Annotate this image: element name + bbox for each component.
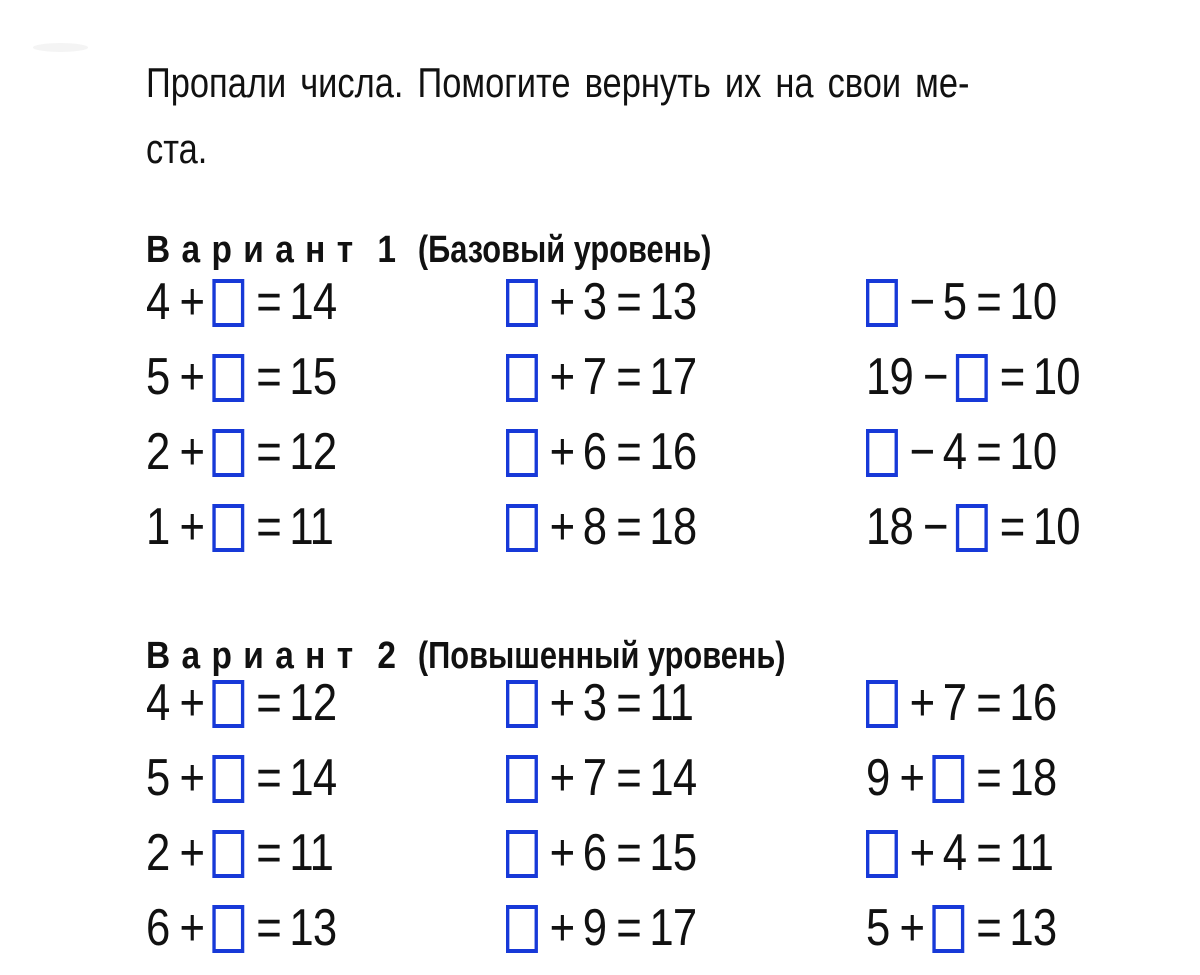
equals-sign: = [616,899,641,957]
minus-sign: − [909,273,935,331]
equals-sign: = [256,749,281,807]
plus-sign: + [179,273,205,331]
variant-1-row-2 [146,344,1176,419]
equation-first-number: 4 [146,674,170,732]
equation-result: 11 [1009,824,1054,882]
answer-box[interactable] [213,755,245,803]
equals-sign: = [616,423,641,481]
answer-box[interactable] [866,429,898,477]
variant-2-row-4 [146,895,1176,970]
variant-2-number: 2 [377,634,396,677]
equation-result: 15 [649,824,697,882]
equation-second-number: 3 [582,273,607,331]
plus-sign: + [899,899,925,957]
answer-box[interactable] [213,680,245,728]
scan-mark [33,43,88,52]
equals-sign: = [256,824,281,882]
equation-second-number: 5 [942,273,967,331]
equation [506,745,703,811]
variant-2-row-2 [146,745,1176,820]
equals-sign: = [976,674,1001,732]
minus-sign: − [922,498,948,556]
equation [506,344,703,410]
equation-first-number: 5 [866,899,890,957]
equation [146,419,343,485]
answer-box[interactable] [506,504,538,552]
plus-sign: + [549,899,575,957]
answer-box[interactable] [956,354,988,402]
variant-2-exercise-grid [146,670,1176,970]
variant-1-label: Вариант [146,228,365,271]
equation-first-number: 9 [866,749,890,807]
answer-box[interactable] [213,905,245,953]
equation [146,820,340,886]
plus-sign: + [179,899,205,957]
plus-sign: + [179,348,205,406]
equation-result: 13 [1009,899,1057,957]
equation-second-number: 6 [582,824,607,882]
equals-sign: = [256,423,281,481]
equals-sign: = [999,348,1025,406]
answer-box[interactable] [933,755,965,803]
equals-sign: = [616,273,641,331]
variant-2-row-3 [146,820,1176,895]
equals-sign: = [616,674,641,732]
variant-1-row-1 [146,269,1176,344]
answer-box[interactable] [506,905,538,953]
equation-first-number: 2 [146,423,170,481]
variant-1-row-4 [146,494,1176,569]
equation [506,820,703,886]
equation-second-number: 8 [582,498,607,556]
equation [146,895,343,961]
equation [866,494,1086,560]
plus-sign: + [899,749,925,807]
equation-result: 12 [289,674,337,732]
plus-sign: + [549,498,575,556]
equals-sign: = [256,674,281,732]
equation-result: 13 [289,899,337,957]
plus-sign: + [179,674,205,732]
equals-sign: = [256,273,281,331]
plus-sign: + [549,824,575,882]
answer-box[interactable] [506,354,538,402]
variant-1-row-3 [146,419,1176,494]
minus-sign: − [922,348,948,406]
equation [506,494,703,560]
answer-box[interactable] [866,830,898,878]
equation-result: 18 [1009,749,1057,807]
equation-result: 11 [289,824,334,882]
equation [506,419,703,485]
equation-result: 10 [1032,498,1080,556]
answer-box[interactable] [933,905,965,953]
answer-box[interactable] [506,755,538,803]
variant-2-level: (Повышенный уровень) [417,634,786,677]
equals-sign: = [616,498,641,556]
variant-1-exercise-grid [146,269,1176,569]
equation-result: 11 [289,498,334,556]
plus-sign: + [179,498,205,556]
plus-sign: + [179,824,205,882]
equation [506,895,703,961]
equation-first-number: 5 [146,749,170,807]
answer-box[interactable] [506,429,538,477]
equation [866,895,1063,961]
equation-result: 16 [649,423,697,481]
equation [506,670,700,736]
equals-sign: = [256,348,281,406]
equation [146,670,343,736]
plus-sign: + [549,674,575,732]
equation-first-number: 5 [146,348,170,406]
equation-result: 17 [649,348,697,406]
equation-result: 14 [289,749,337,807]
equation-result: 17 [649,899,697,957]
plus-sign: + [549,348,575,406]
equation [866,269,1063,335]
variant-2-row-1 [146,670,1176,745]
answer-box[interactable] [213,504,245,552]
equation-result: 16 [1009,674,1057,732]
equation [146,745,343,811]
equation-first-number: 2 [146,824,170,882]
plus-sign: + [549,749,575,807]
plus-sign: + [549,273,575,331]
equation-first-number: 18 [866,498,913,556]
equation-second-number: 4 [942,824,967,882]
equation-first-number: 19 [866,348,913,406]
plus-sign: + [909,824,935,882]
equation-second-number: 9 [582,899,607,957]
equation-result: 10 [1009,423,1057,481]
answer-box[interactable] [956,504,988,552]
equation-second-number: 7 [582,348,607,406]
equation [146,494,340,560]
equation-result: 14 [289,273,337,331]
equation-first-number: 1 [146,498,170,556]
worksheet-instruction [146,50,995,182]
equation-second-number: 4 [942,423,967,481]
equals-sign: = [616,824,641,882]
answer-box[interactable] [506,680,538,728]
equals-sign: = [976,749,1001,807]
equation-result: 13 [649,273,697,331]
equation-first-number: 6 [146,899,170,957]
minus-sign: − [909,423,935,481]
equals-sign: = [976,273,1001,331]
equation [866,670,1063,736]
instruction-line-1: Пропали числа. Помогите вернуть их на свои ме- [146,59,970,106]
equation-second-number: 6 [582,423,607,481]
equals-sign: = [256,498,281,556]
plus-sign: + [909,674,935,732]
equation-second-number: 7 [942,674,967,732]
equation-result: 15 [289,348,337,406]
variant-1-number: 1 [377,228,396,271]
equation [866,820,1060,886]
equation [866,344,1086,410]
equals-sign: = [976,423,1001,481]
answer-box[interactable] [213,354,245,402]
variant-2-label: Вариант [146,634,365,677]
answer-box[interactable] [866,680,898,728]
plus-sign: + [179,749,205,807]
equals-sign: = [616,348,641,406]
answer-box[interactable] [506,830,538,878]
plus-sign: + [179,423,205,481]
equation [506,269,703,335]
equation [146,344,343,410]
equation-second-number: 7 [582,749,607,807]
variant-1-heading [146,228,737,271]
equation-result: 14 [649,749,697,807]
answer-box[interactable] [213,279,245,327]
equation [146,269,343,335]
answer-box[interactable] [213,429,245,477]
equation-result: 18 [649,498,697,556]
equation-result: 10 [1009,273,1057,331]
equation-result: 12 [289,423,337,481]
answer-box[interactable] [506,279,538,327]
equation-first-number: 4 [146,273,170,331]
answer-box[interactable] [213,830,245,878]
equation [866,419,1063,485]
equation [866,745,1063,811]
equals-sign: = [976,824,1001,882]
equals-sign: = [999,498,1025,556]
variant-1-level: (Базовый уровень) [417,228,711,271]
answer-box[interactable] [866,279,898,327]
equals-sign: = [256,899,281,957]
equation-result: 10 [1032,348,1080,406]
equation-second-number: 3 [582,674,607,732]
equation-result: 11 [649,674,694,732]
variant-2-heading [146,634,817,677]
instruction-line-2: ста. [146,125,208,172]
equals-sign: = [616,749,641,807]
plus-sign: + [549,423,575,481]
equals-sign: = [976,899,1001,957]
